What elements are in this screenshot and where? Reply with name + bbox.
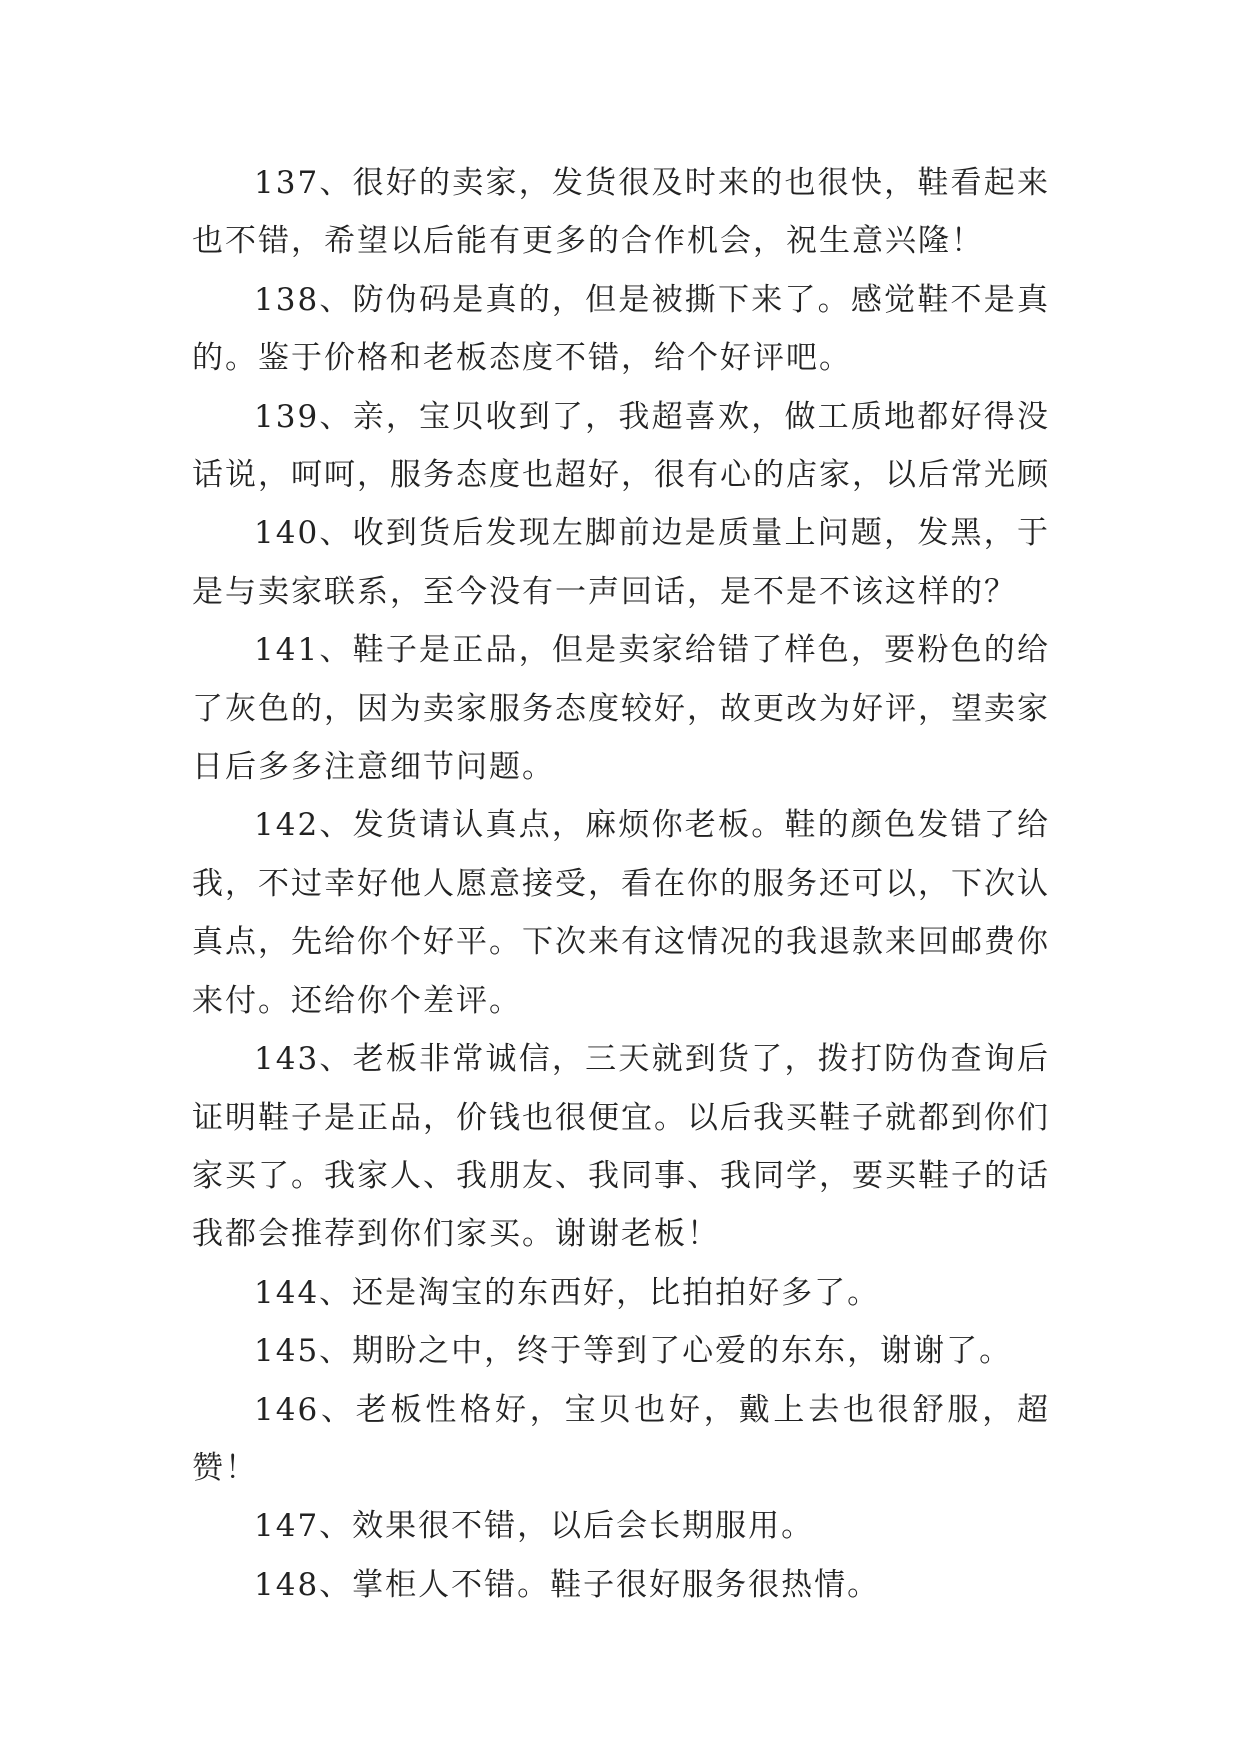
review-paragraph-142: 142、发货请认真点，麻烦你老板。鞋的颜色发错了给我，不过幸好他人愿意接受，看在你的服务还可以，下次认真点，先给你个好平。下次来有这情况的我退款来回邮费你来付。还给你个差评。 <box>192 807 1050 1019</box>
document-body <box>192 154 1050 1614</box>
review-paragraph-143: 143、老板非常诚信，三天就到货了，拨打防伪查询后证明鞋子是正品，价钱也很便宜。以后我买鞋子就都到你们家买了。我家人、我朋友、我同事、我同学，要买鞋子的话我都会推荐到你们家买。谢谢老板！ <box>192 1041 1050 1253</box>
review-paragraph-137: 137、很好的卖家，发货很及时来的也很快，鞋看起来也不错，希望以后能有更多的合作机会，祝生意兴隆！ <box>192 165 1050 260</box>
review-paragraph-140: 140、收到货后发现左脚前边是质量上问题，发黑，于是与卖家联系，至今没有一声回话，是不是不该这样的？ <box>192 515 1050 610</box>
review-paragraph-147: 147、效果很不错，以后会长期服用。 <box>254 1508 815 1545</box>
review-paragraph-148: 148、掌柜人不错。鞋子很好服务很热情。 <box>254 1566 881 1603</box>
review-paragraph-145: 145、期盼之中，终于等到了心爱的东东，谢谢了。 <box>254 1333 1013 1370</box>
review-paragraph-138: 138、防伪码是真的，但是被撕下来了。感觉鞋不是真的。鉴于价格和老板态度不错，给个好评吧。 <box>192 281 1050 377</box>
review-paragraph-141: 141、鞋子是正品，但是卖家给错了样色，要粉色的给了灰色的，因为卖家服务态度较好，故更改为好评，望卖家日后多多注意细节问题。 <box>192 632 1050 786</box>
review-paragraph-146: 146、老板性格好，宝贝也好，戴上去也很舒服，超赞！ <box>192 1391 1050 1486</box>
review-paragraph-144: 144、还是淘宝的东西好，比拍拍好多了。 <box>254 1274 881 1311</box>
review-paragraph-139: 139、亲，宝贝收到了，我超喜欢，做工质地都好得没话说，呵呵，服务态度也超好，很有心的店家，以后常光顾 <box>192 398 1050 494</box>
